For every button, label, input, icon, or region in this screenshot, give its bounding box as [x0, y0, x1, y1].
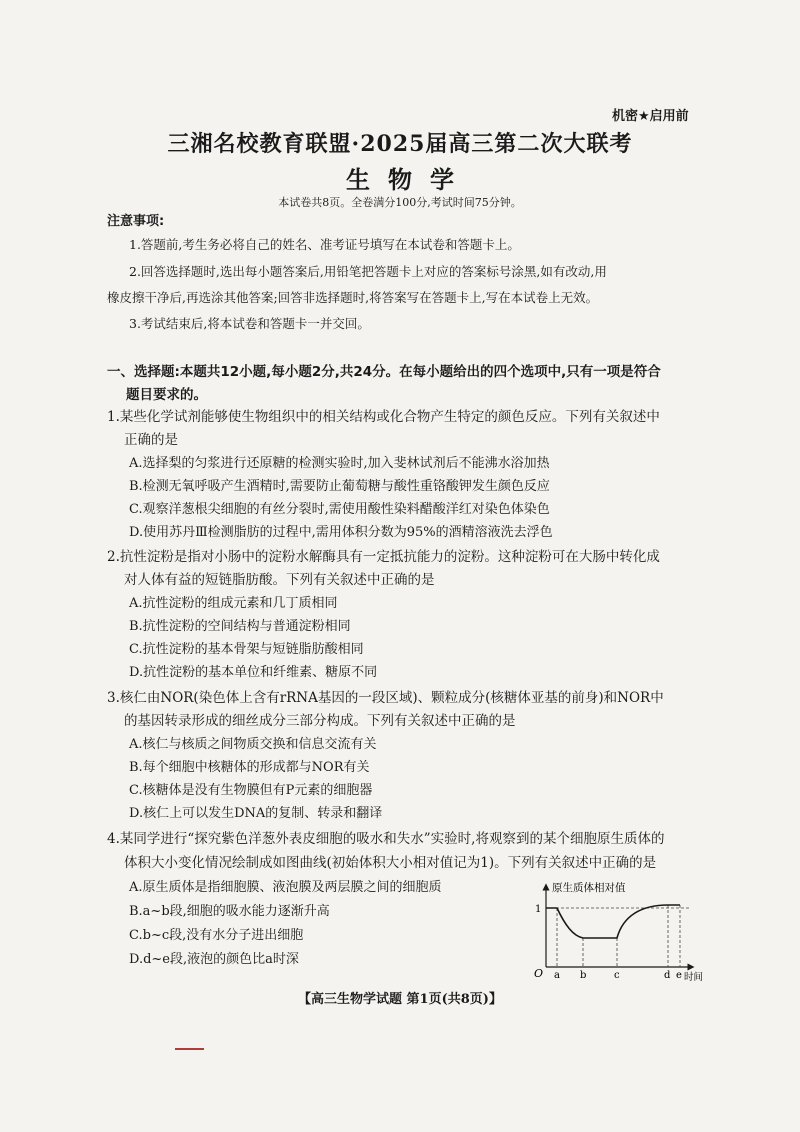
- question-4-option-a: A.原生质体是指细胞膜、液泡膜及两层膜之间的细胞质: [129, 880, 442, 895]
- graph-origin: O: [534, 967, 544, 980]
- notice-item: 3.考试结束后,将本试卷和答题卡一并交回。: [129, 316, 370, 331]
- red-mark: [175, 1048, 204, 1050]
- question-2-option-d: D.抗性淀粉的基本单位和纤维素、糖原不同: [129, 665, 378, 680]
- question-2-option-b: B.抗性淀粉的空间结构与普通淀粉相同: [129, 619, 351, 634]
- question-2-stem: 2.抗性淀粉是指对小肠中的淀粉水解酶具有一定抵抗能力的淀粉。这种淀粉可在大肠中转化成: [107, 549, 660, 565]
- exam-title: 三湘名校教育联盟·2025届高三第二次大联考: [167, 131, 633, 157]
- question-1-option-d: D.使用苏丹Ⅲ检测脂肪的过程中,需用体积分数为95%的酒精溶液洗去浮色: [129, 525, 553, 540]
- volume-curve: [546, 905, 680, 938]
- question-2-stem-cont: 对人体有益的短链脂肪酸。下列有关叙述中正确的是: [124, 572, 435, 588]
- graph-y-label: 原生质体相对值: [552, 882, 626, 894]
- question-1-stem: 1.某些化学试剂能够使生物组织中的相关结构或化合物产生特定的颜色反应。下列有关叙述中: [107, 409, 660, 425]
- confidential-label: 机密★启用前: [612, 109, 689, 124]
- graph-x-tick-c: c: [614, 970, 620, 981]
- question-3-option-d: D.核仁上可以发生DNA的复制、转录和翻译: [129, 806, 383, 821]
- question-2-option-a: A.抗性淀粉的组成元素和几丁质相同: [129, 596, 338, 611]
- graph-x-label: 时间: [684, 972, 704, 981]
- question-1-option-c: C.观察洋葱根尖细胞的有丝分裂时,需使用酸性染料醋酸洋红对染色体染色: [129, 502, 550, 517]
- question-1-option-b: B.检测无氧呼吸产生酒精时,需要防止葡萄糖与酸性重铬酸钾发生颜色反应: [129, 479, 550, 494]
- notice-item: 橡皮擦干净后,再选涂其他答案;回答非选择题时,将答案写在答题卡上,写在本试卷上无效。: [107, 290, 599, 305]
- question-3-option-b: B.每个细胞中核糖体的形成都与NOR有关: [129, 760, 370, 775]
- graph-x-tick-a: a: [554, 970, 560, 981]
- notice-item: 2.回答选择题时,选出每小题答案后,用铅笔把答题卡上对应的答案标号涂黑,如有改动,用: [129, 264, 607, 279]
- question-2-option-c: C.抗性淀粉的基本骨架与短链脂肪酸相同: [129, 642, 364, 657]
- question-4-option-c: C.b~c段,没有水分子进出细胞: [129, 928, 304, 943]
- question-4-option-d: D.d~e段,液泡的颜色比a时深: [129, 952, 299, 967]
- question-1-option-a: A.选择梨的匀浆进行还原糖的检测实验时,加入斐林试剂后不能沸水浴加热: [129, 456, 550, 471]
- question-3-stem-cont: 的基因转录形成的细丝成分三部分构成。下列有关叙述中正确的是: [124, 713, 516, 729]
- subject-title: 生物学: [346, 165, 472, 194]
- question-4-option-b: B.a~b段,细胞的吸水能力逐渐升高: [129, 904, 330, 919]
- question-4-stem: 4.某同学进行“探究紫色洋葱外表皮细胞的吸水和失水”实验时,将观察到的某个细胞原生质体的: [107, 831, 665, 847]
- question-3-stem: 3.核仁由NOR(染色体上含有rRNA基因的一段区域)、颗粒成分(核糖体亚基的前身)和NOR中: [107, 690, 664, 706]
- notice-item: 1.答题前,考生务必将自己的姓名、准考证号填写在本试卷和答题卡上。: [129, 237, 520, 252]
- graph-y-tick: 1: [535, 904, 542, 915]
- question-4-stem-cont: 体积大小变化情况绘制成如图曲线(初始体积大小相对值记为1)。下列有关叙述中正确的是: [124, 855, 657, 871]
- section-heading-cont: 题目要求的。: [126, 387, 207, 403]
- question-3-option-c: C.核糖体是没有生物膜但有P元素的细胞器: [129, 783, 373, 798]
- exam-info: 本试卷共8页。全卷满分100分,考试时间75分钟。: [278, 196, 522, 209]
- section-heading: 一、选择题:本题共12小题,每小题2分,共24分。在每小题给出的四个选项中,只有一项是符合: [107, 364, 661, 380]
- page-footer: 【高三生物学试题 第1页(共8页)】: [298, 992, 502, 1007]
- graph-x-tick-b: b: [580, 970, 587, 981]
- graph-x-tick-e: e: [676, 970, 682, 981]
- question-1-stem-cont: 正确的是: [124, 432, 178, 448]
- volume-curve-graph: [527, 881, 707, 981]
- notice-title: 注意事项:: [107, 214, 165, 229]
- graph-x-tick-d: d: [664, 970, 671, 981]
- question-3-option-a: A.核仁与核质之间物质交换和信息交流有关: [129, 737, 377, 752]
